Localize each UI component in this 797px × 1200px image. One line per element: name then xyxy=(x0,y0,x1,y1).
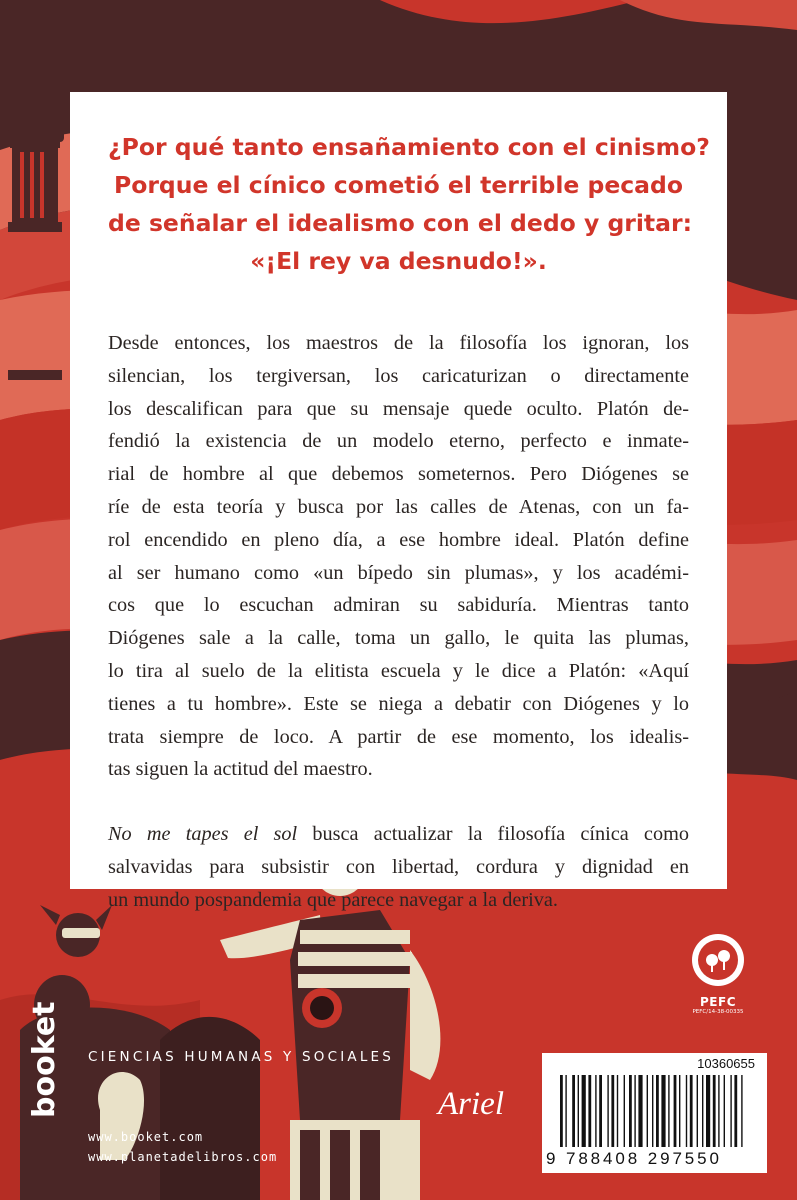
paragraph-line: un mundo pospandemia que parece navegar a la deriva. xyxy=(108,888,558,911)
barcode-bar xyxy=(656,1075,659,1147)
pull-quote xyxy=(108,128,710,280)
paragraph-line: cos que lo escuchan admiran su sabiduría. Mientras tanto xyxy=(108,594,689,617)
barcode-bar xyxy=(674,1075,677,1147)
barcode-bar xyxy=(607,1075,608,1147)
paragraph-line: fendió la existencia de un modelo eterno, perfecto e inmate- xyxy=(108,430,689,453)
book-title: No me tapes el sol xyxy=(108,823,298,846)
barcode xyxy=(542,1053,767,1173)
paragraph-line: ríe de esta teoría y busca por las calles de Atenas, con un fa- xyxy=(108,495,689,518)
barcode-bar xyxy=(652,1075,653,1147)
barcode-bar xyxy=(572,1075,575,1147)
barcode-bar xyxy=(702,1075,703,1147)
paragraph-line: los descalifican para que su mensaje quede oculto. Platón de- xyxy=(108,397,689,420)
barcode-bar xyxy=(724,1075,725,1147)
barcode-bar xyxy=(679,1075,680,1147)
barcode-bar xyxy=(629,1075,632,1147)
barcode-bar xyxy=(690,1075,693,1147)
paragraph-line: trata siempre de loco. A partir de ese momento, los idealis- xyxy=(108,725,689,748)
barcode-bar xyxy=(713,1075,716,1147)
paragraph-line: silencian, los tergiversan, los caricaturizan o directamente xyxy=(108,364,689,387)
quote-line: de señalar el idealismo con el dedo y gritar: xyxy=(108,209,693,237)
paragraph-line: Diógenes sale a la calle, toma un gallo, le quita las plumas, xyxy=(108,627,689,650)
ariel-logo: Ariel xyxy=(438,1086,504,1122)
pefc-certification xyxy=(686,995,750,1015)
quote-line: «¡El rey va desnudo!». xyxy=(250,247,547,275)
line-text: busca actualizar la filosofía cínica como xyxy=(297,823,689,846)
barcode-bar xyxy=(668,1075,669,1147)
paragraph-line: rial de hombre al que debemos someternos. Pero Diógenes se xyxy=(108,463,689,486)
barcode-bar xyxy=(730,1075,731,1147)
barcode-bar xyxy=(686,1075,687,1147)
barcode-bar xyxy=(661,1075,665,1147)
collection-label: CIENCIAS HUMANAS Y SOCIALES xyxy=(88,1049,395,1065)
booket-logo xyxy=(30,1082,44,1118)
booket-url[interactable]: www.booket.com xyxy=(88,1130,204,1144)
paragraph-line: tas siguen la actitud del maestro. xyxy=(108,758,373,781)
paragraph-line: tienes a tu hombre». Este se niega a debatir con Diógenes y lo xyxy=(108,692,689,715)
barcode-bar xyxy=(706,1075,710,1147)
barcode-bar xyxy=(647,1075,648,1147)
barcode-bar xyxy=(638,1075,642,1147)
paragraph-line: Desde entonces, los maestros de la filosofía los ignoran, los xyxy=(108,332,689,354)
paragraph-line: al ser humano como «un bípedo sin plumas», y los académi- xyxy=(108,561,689,584)
synopsis-paragraph xyxy=(108,327,689,786)
barcode-bar xyxy=(588,1075,591,1147)
paragraph-line: lo tira al suelo de la elitista escuela y le dice a Platón: «Aquí xyxy=(108,659,689,682)
barcode-bar xyxy=(624,1075,625,1147)
pefc-label: PEFC xyxy=(700,995,736,1009)
isbn-number: 9 788408 297550 xyxy=(546,1149,722,1168)
barcode-bar xyxy=(617,1075,618,1147)
barcode-bar xyxy=(697,1075,698,1147)
paragraph-line: salvavidas para subsistir con libertad, cordura y dignidad en xyxy=(108,855,689,878)
paragraph-line xyxy=(108,818,689,851)
product-code: 10360655 xyxy=(697,1056,755,1071)
barcode-bar xyxy=(599,1075,602,1147)
barcode-bar xyxy=(718,1075,719,1147)
barcode-bar xyxy=(611,1075,614,1147)
barcode-bar xyxy=(560,1075,563,1147)
planeta-url[interactable]: www.planetadelibros.com xyxy=(88,1150,278,1164)
quote-line: Porque el cínico cometió el terrible pecado xyxy=(113,171,684,199)
barcode-bar xyxy=(734,1075,737,1147)
closing-paragraph xyxy=(108,818,689,916)
paragraph-line: rol encendido en pleno día, a ese hombre ideal. Platón define xyxy=(108,528,689,551)
barcode-bar xyxy=(578,1075,579,1147)
text-panel xyxy=(70,92,727,911)
barcode-bar xyxy=(595,1075,596,1147)
pefc-code: PEFC/14-38-00335 xyxy=(692,1009,744,1015)
barcode-bar xyxy=(634,1075,635,1147)
barcode-bar xyxy=(741,1075,742,1147)
barcode-bar xyxy=(565,1075,566,1147)
barcode-bar xyxy=(582,1075,586,1147)
quote-line: ¿Por qué tanto ensañamiento con el cinismo? xyxy=(108,133,710,161)
